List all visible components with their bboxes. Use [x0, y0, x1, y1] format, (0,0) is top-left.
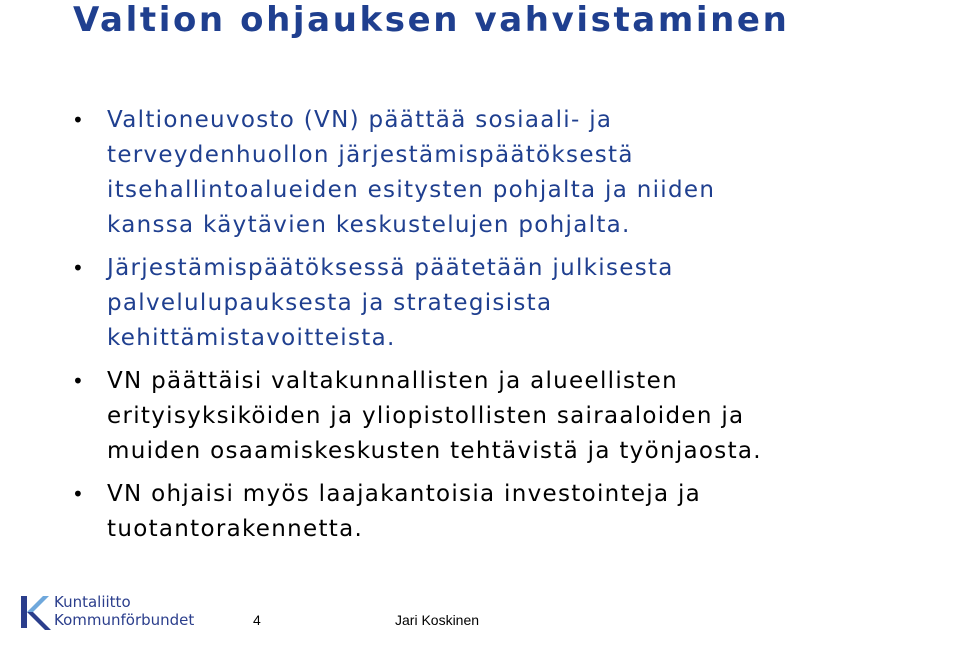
bullet-line: kehittämistavoitteista. [107, 325, 396, 351]
logo-line-sv: Kommunförbundet [54, 611, 195, 629]
bullet-item [70, 364, 950, 469]
bullet-line: muiden osaamiskeskusten tehtävistä ja työnjaosta. [107, 438, 762, 464]
bullet-line: VN ohjaisi myös laajakantoisia investointeja ja [107, 481, 702, 507]
logo-wordmark [54, 593, 194, 629]
kuntaliitto-logo-icon [16, 590, 52, 634]
bullet-dot: • [72, 369, 86, 393]
bullet-line: Järjestämispäätöksessä päätetään julkisesta [107, 255, 674, 281]
bullet-list [70, 103, 950, 547]
bullet-line: erityisyksiköiden ja yliopistollisten sairaaloiden ja [107, 403, 745, 429]
bullet-line: itsehallintoalueiden esitysten pohjalta ja niiden [107, 177, 716, 203]
bullet-dot: • [72, 256, 86, 280]
bullet-line: tuotantorakennetta. [107, 516, 364, 542]
bullet-item [70, 103, 950, 243]
bullet-line: VN päättäisi valtakunnallisten ja alueellisten [107, 368, 678, 394]
kuntaliitto-logo [16, 590, 196, 638]
bullet-line: palvelulupauksesta ja strategisista [107, 290, 553, 316]
logo-line-fi: Kuntaliitto [54, 593, 131, 611]
bullet-dot: • [72, 482, 86, 506]
bullet-item [70, 251, 950, 356]
page-number: 4 [253, 612, 261, 628]
slide-title: Valtion ohjauksen vahvistaminen [73, 0, 790, 40]
author-name: Jari Koskinen [395, 612, 480, 628]
bullet-line: terveydenhuollon järjestämispäätöksestä [107, 142, 634, 168]
bullet-dot: • [72, 108, 86, 132]
bullet-item [70, 477, 950, 547]
bullet-line: Valtioneuvosto (VN) päättää sosiaali- ja [107, 107, 613, 133]
bullet-line: kanssa käytävien keskustelujen pohjalta. [107, 212, 631, 238]
